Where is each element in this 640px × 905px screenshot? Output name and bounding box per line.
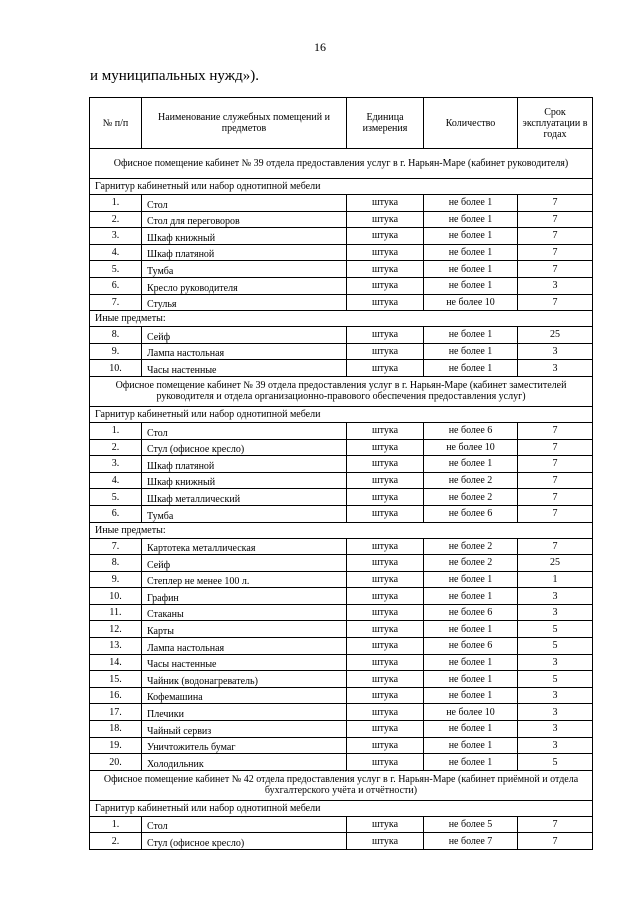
cell-qty: не более 6 <box>424 505 518 522</box>
group-row <box>90 179 593 195</box>
cell-name: Карты <box>142 621 347 638</box>
cell-num: 15. <box>90 671 142 688</box>
cell-term: 3 <box>518 687 593 704</box>
cell-term: 5 <box>518 638 593 655</box>
cell-term: 3 <box>518 604 593 621</box>
header-unit: Единица измерения <box>347 98 424 149</box>
table-row <box>90 638 593 655</box>
table-row <box>90 456 593 473</box>
cell-name: Шкаф книжный <box>142 472 347 489</box>
section-title: Офисное помещение кабинет № 39 отдела предоставления услуг в г. Нарьян-Маре (кабинет руководителя) <box>90 149 593 179</box>
cell-num: 12. <box>90 621 142 638</box>
cell-qty: не более 6 <box>424 422 518 439</box>
cell-term: 7 <box>518 833 593 850</box>
cell-name: Стул (офисное кресло) <box>142 439 347 456</box>
table-row <box>90 571 593 588</box>
cell-unit: штука <box>347 555 424 572</box>
header-qty: Количество <box>424 98 518 149</box>
cell-num: 2. <box>90 439 142 456</box>
cell-unit: штука <box>347 472 424 489</box>
cell-term: 7 <box>518 294 593 311</box>
cell-name: Сейф <box>142 327 347 344</box>
page-number: 16 <box>314 40 326 54</box>
cell-num: 6. <box>90 277 142 294</box>
cell-qty: не более 1 <box>424 244 518 261</box>
cell-qty: не более 2 <box>424 472 518 489</box>
group-title: Гарнитур кабинетный или набор однотипной мебели <box>90 406 593 422</box>
cell-qty: не более 1 <box>424 277 518 294</box>
inventory-table <box>89 97 593 850</box>
cell-unit: штука <box>347 211 424 228</box>
cell-num: 9. <box>90 343 142 360</box>
cell-term: 5 <box>518 754 593 771</box>
cell-term: 3 <box>518 704 593 721</box>
cell-num: 10. <box>90 588 142 605</box>
cell-name: Плечики <box>142 704 347 721</box>
cell-num: 4. <box>90 472 142 489</box>
table-row <box>90 721 593 738</box>
cell-qty: не более 1 <box>424 211 518 228</box>
cell-unit: штука <box>347 343 424 360</box>
table-row <box>90 816 593 833</box>
cell-unit: штука <box>347 721 424 738</box>
cell-qty: не более 1 <box>424 228 518 245</box>
cell-qty: не более 6 <box>424 638 518 655</box>
cell-unit: штука <box>347 671 424 688</box>
cell-name: Стол <box>142 816 347 833</box>
table-row <box>90 422 593 439</box>
table-row <box>90 737 593 754</box>
cell-num: 6. <box>90 505 142 522</box>
cell-qty: не более 1 <box>424 737 518 754</box>
cell-qty: не более 1 <box>424 343 518 360</box>
cell-unit: штука <box>347 604 424 621</box>
cell-name: Стул (офисное кресло) <box>142 833 347 850</box>
cell-name: Картотека металлическая <box>142 538 347 555</box>
header-name: Наименование служебных помещений и предметов <box>142 98 347 149</box>
section-row <box>90 770 593 800</box>
cell-name: Шкаф металлический <box>142 489 347 506</box>
cell-num: 7. <box>90 294 142 311</box>
cell-name: Кресло руководителя <box>142 277 347 294</box>
table-row <box>90 327 593 344</box>
group-row <box>90 800 593 816</box>
cell-unit: штука <box>347 327 424 344</box>
table-row <box>90 588 593 605</box>
table-row <box>90 555 593 572</box>
group-row <box>90 311 593 327</box>
cell-qty: не более 1 <box>424 754 518 771</box>
cell-qty: не более 1 <box>424 671 518 688</box>
cell-qty: не более 2 <box>424 538 518 555</box>
table-row <box>90 654 593 671</box>
cell-num: 20. <box>90 754 142 771</box>
cell-term: 1 <box>518 571 593 588</box>
table-row <box>90 505 593 522</box>
header-term: Срок эксплуатации в годах <box>518 98 593 149</box>
table-row <box>90 244 593 261</box>
cell-num: 3. <box>90 228 142 245</box>
cell-num: 14. <box>90 654 142 671</box>
cell-name: Лампа настольная <box>142 638 347 655</box>
cell-term: 7 <box>518 439 593 456</box>
cell-qty: не более 1 <box>424 588 518 605</box>
cell-term: 5 <box>518 671 593 688</box>
cell-num: 7. <box>90 538 142 555</box>
table-row <box>90 294 593 311</box>
cell-num: 5. <box>90 489 142 506</box>
cell-term: 7 <box>518 228 593 245</box>
table-row <box>90 754 593 771</box>
cell-term: 25 <box>518 327 593 344</box>
intro-text: и муниципальных нужд»). <box>90 68 259 84</box>
group-row <box>90 522 593 538</box>
cell-unit: штука <box>347 360 424 377</box>
cell-term: 5 <box>518 621 593 638</box>
cell-num: 10. <box>90 360 142 377</box>
cell-qty: не более 1 <box>424 654 518 671</box>
cell-qty: не более 10 <box>424 439 518 456</box>
cell-name: Чайник (водонагреватель) <box>142 671 347 688</box>
table-row <box>90 439 593 456</box>
cell-name: Степлер не менее 100 л. <box>142 571 347 588</box>
cell-name: Тумба <box>142 261 347 278</box>
cell-num: 11. <box>90 604 142 621</box>
cell-term: 25 <box>518 555 593 572</box>
cell-unit: штука <box>347 439 424 456</box>
cell-qty: не более 1 <box>424 687 518 704</box>
group-title: Иные предметы: <box>90 311 593 327</box>
cell-unit: штука <box>347 244 424 261</box>
cell-unit: штука <box>347 505 424 522</box>
cell-num: 4. <box>90 244 142 261</box>
cell-num: 18. <box>90 721 142 738</box>
table-row <box>90 704 593 721</box>
cell-name: Шкаф платяной <box>142 244 347 261</box>
cell-unit: штука <box>347 816 424 833</box>
table-row <box>90 671 593 688</box>
cell-qty: не более 1 <box>424 721 518 738</box>
section-row <box>90 149 593 179</box>
cell-unit: штука <box>347 489 424 506</box>
table-row <box>90 277 593 294</box>
cell-term: 7 <box>518 244 593 261</box>
cell-name: Стол <box>142 422 347 439</box>
cell-term: 7 <box>518 538 593 555</box>
cell-unit: штука <box>347 571 424 588</box>
cell-unit: штука <box>347 737 424 754</box>
cell-qty: не более 1 <box>424 195 518 212</box>
group-title: Иные предметы: <box>90 522 593 538</box>
cell-num: 1. <box>90 422 142 439</box>
cell-qty: не более 1 <box>424 360 518 377</box>
cell-qty: не более 1 <box>424 571 518 588</box>
table-header-row <box>90 98 593 149</box>
cell-unit: штука <box>347 294 424 311</box>
table-row <box>90 833 593 850</box>
cell-term: 7 <box>518 472 593 489</box>
group-row <box>90 406 593 422</box>
cell-qty: не более 10 <box>424 704 518 721</box>
cell-term: 3 <box>518 343 593 360</box>
cell-qty: не более 10 <box>424 294 518 311</box>
table-row <box>90 489 593 506</box>
cell-num: 13. <box>90 638 142 655</box>
cell-unit: штука <box>347 261 424 278</box>
cell-term: 7 <box>518 489 593 506</box>
cell-term: 3 <box>518 360 593 377</box>
cell-term: 3 <box>518 654 593 671</box>
cell-unit: штука <box>347 621 424 638</box>
table-row <box>90 211 593 228</box>
cell-num: 5. <box>90 261 142 278</box>
cell-unit: штука <box>347 833 424 850</box>
cell-unit: штука <box>347 538 424 555</box>
cell-name: Кофемашина <box>142 687 347 704</box>
table-row <box>90 687 593 704</box>
cell-qty: не более 2 <box>424 489 518 506</box>
cell-name: Сейф <box>142 555 347 572</box>
cell-name: Часы настенные <box>142 360 347 377</box>
cell-unit: штука <box>347 654 424 671</box>
cell-num: 16. <box>90 687 142 704</box>
table-body <box>90 149 593 850</box>
table-row <box>90 360 593 377</box>
cell-term: 7 <box>518 456 593 473</box>
cell-qty: не более 6 <box>424 604 518 621</box>
cell-unit: штука <box>347 704 424 721</box>
header-num: № п/п <box>90 98 142 149</box>
cell-term: 7 <box>518 422 593 439</box>
section-row <box>90 376 593 406</box>
cell-name: Лампа настольная <box>142 343 347 360</box>
table-row <box>90 195 593 212</box>
group-title: Гарнитур кабинетный или набор однотипной мебели <box>90 800 593 816</box>
cell-unit: штука <box>347 422 424 439</box>
cell-name: Графин <box>142 588 347 605</box>
table-row <box>90 343 593 360</box>
cell-term: 3 <box>518 721 593 738</box>
cell-num: 2. <box>90 211 142 228</box>
cell-term: 7 <box>518 211 593 228</box>
cell-num: 1. <box>90 195 142 212</box>
cell-num: 9. <box>90 571 142 588</box>
group-title: Гарнитур кабинетный или набор однотипной мебели <box>90 179 593 195</box>
cell-qty: не более 1 <box>424 261 518 278</box>
cell-num: 17. <box>90 704 142 721</box>
table-row <box>90 261 593 278</box>
cell-num: 1. <box>90 816 142 833</box>
cell-term: 3 <box>518 277 593 294</box>
cell-term: 7 <box>518 816 593 833</box>
table-row <box>90 472 593 489</box>
cell-unit: штука <box>347 687 424 704</box>
cell-term: 3 <box>518 737 593 754</box>
cell-qty: не более 7 <box>424 833 518 850</box>
cell-num: 3. <box>90 456 142 473</box>
cell-name: Шкаф книжный <box>142 228 347 245</box>
table-row <box>90 621 593 638</box>
cell-qty: не более 1 <box>424 621 518 638</box>
cell-unit: штука <box>347 195 424 212</box>
cell-name: Тумба <box>142 505 347 522</box>
cell-unit: штука <box>347 638 424 655</box>
cell-qty: не более 1 <box>424 456 518 473</box>
cell-name: Стол для переговоров <box>142 211 347 228</box>
cell-name: Шкаф платяной <box>142 456 347 473</box>
cell-name: Часы настенные <box>142 654 347 671</box>
cell-name: Уничтожитель бумаг <box>142 737 347 754</box>
cell-num: 8. <box>90 327 142 344</box>
cell-name: Чайный сервиз <box>142 721 347 738</box>
cell-unit: штука <box>347 228 424 245</box>
cell-qty: не более 1 <box>424 327 518 344</box>
cell-unit: штука <box>347 588 424 605</box>
cell-num: 2. <box>90 833 142 850</box>
cell-term: 7 <box>518 195 593 212</box>
cell-term: 3 <box>518 588 593 605</box>
cell-name: Холодильник <box>142 754 347 771</box>
cell-unit: штука <box>347 277 424 294</box>
cell-unit: штука <box>347 456 424 473</box>
cell-num: 19. <box>90 737 142 754</box>
cell-term: 7 <box>518 261 593 278</box>
cell-name: Стаканы <box>142 604 347 621</box>
cell-unit: штука <box>347 754 424 771</box>
cell-num: 8. <box>90 555 142 572</box>
cell-qty: не более 5 <box>424 816 518 833</box>
table-row <box>90 538 593 555</box>
cell-name: Стулья <box>142 294 347 311</box>
cell-term: 7 <box>518 505 593 522</box>
section-title: Офисное помещение кабинет № 42 отдела предоставления услуг в г. Нарьян-Маре (кабинет приёмной и отдела бухгалтерского учёта и отчётности) <box>90 770 593 800</box>
table-row <box>90 228 593 245</box>
table-row <box>90 604 593 621</box>
cell-name: Стол <box>142 195 347 212</box>
section-title: Офисное помещение кабинет № 39 отдела предоставления услуг в г. Нарьян-Маре (кабинет заместителей руководителя и отдела организационно-правового обеспечения предоставления услуг) <box>90 376 593 406</box>
cell-qty: не более 2 <box>424 555 518 572</box>
